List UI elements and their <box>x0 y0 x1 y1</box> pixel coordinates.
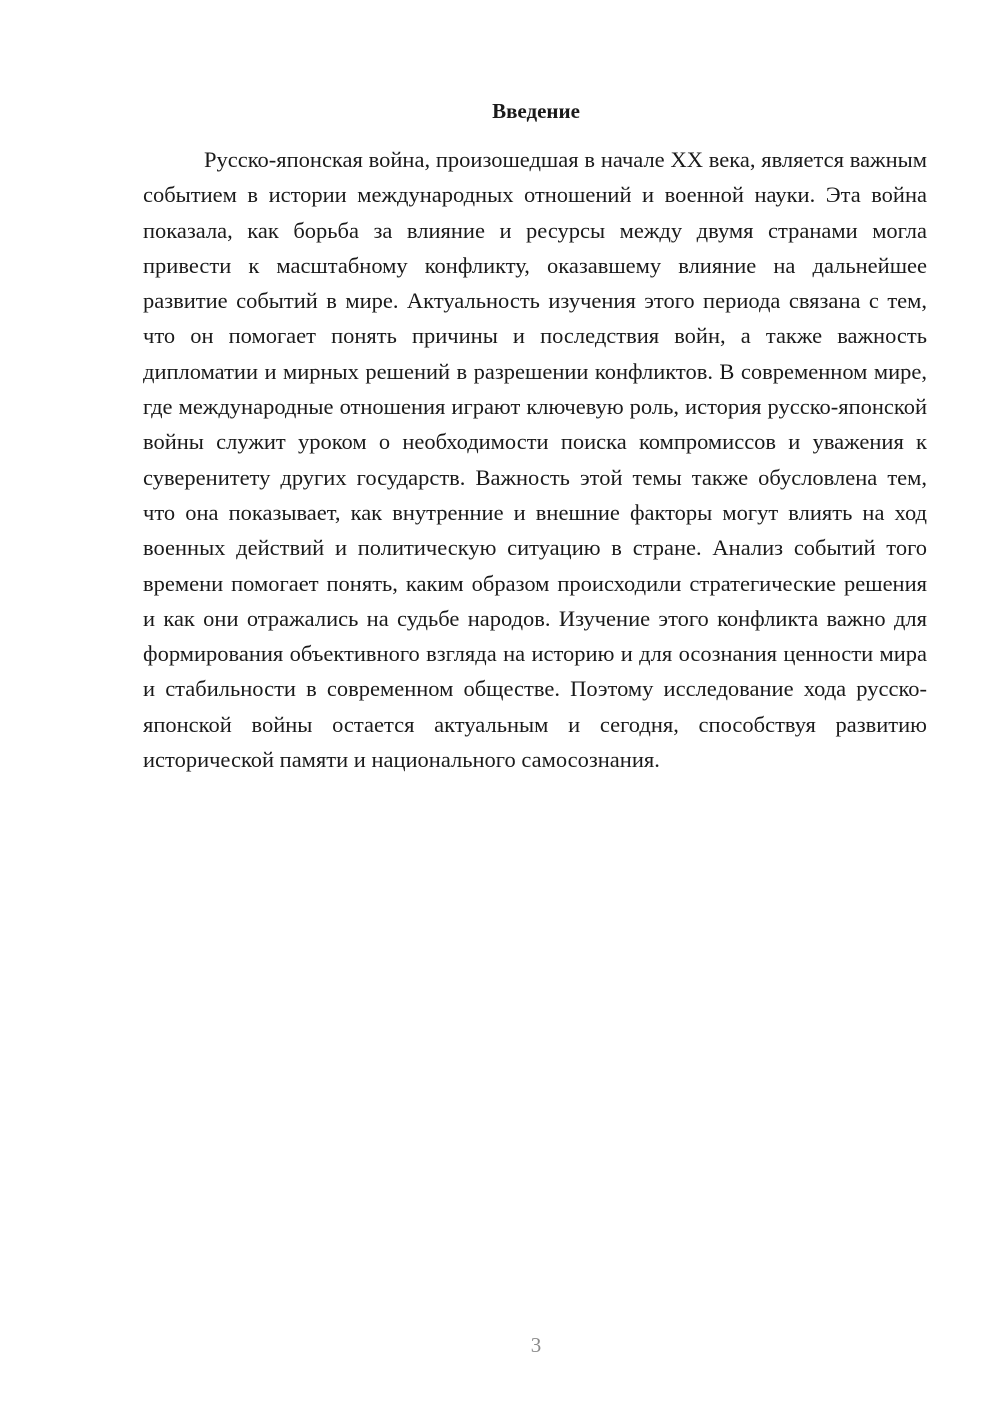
body-paragraph: Русско-японская война, произошедшая в начале XX века, является важным событием в истории международных отношений и военной науки. Эта война показала, как борьба за влияние и ресурсы между двумя странами могла привести к масштабному конфликту, оказавшему влияние на дальнейшее развитие событий в мире. Актуальность изучения этого периода связана с тем, что он помогает понять причины и последствия войн, а также важность дипломатии и мирных решений в разрешении конфликтов. В современном мире, где международные отношения играют ключевую роль, история русско-японской войны служит уроком о необходимости поиска компромиссов и уважения к суверенитету других государств. Важность этой темы также обусловлена тем, что она показывает, как внутренние и внешние факторы могут влиять на ход военных действий и политическую ситуацию в стране. Анализ событий того времени помогает понять, каким образом происходили стратегические решения и как они отражались на судьбе народов. Изучение этого конфликта важно для формирования объективного взгляда на историю и для осознания ценности мира и стабильности в современном обществе. Поэтому исследование хода русско-японской войны остается актуальным и сегодня, способствуя развитию исторической памяти и национального самосознания. <box>143 147 927 773</box>
page-number: 3 <box>530 1333 542 1357</box>
section-title: Введение <box>492 99 580 123</box>
